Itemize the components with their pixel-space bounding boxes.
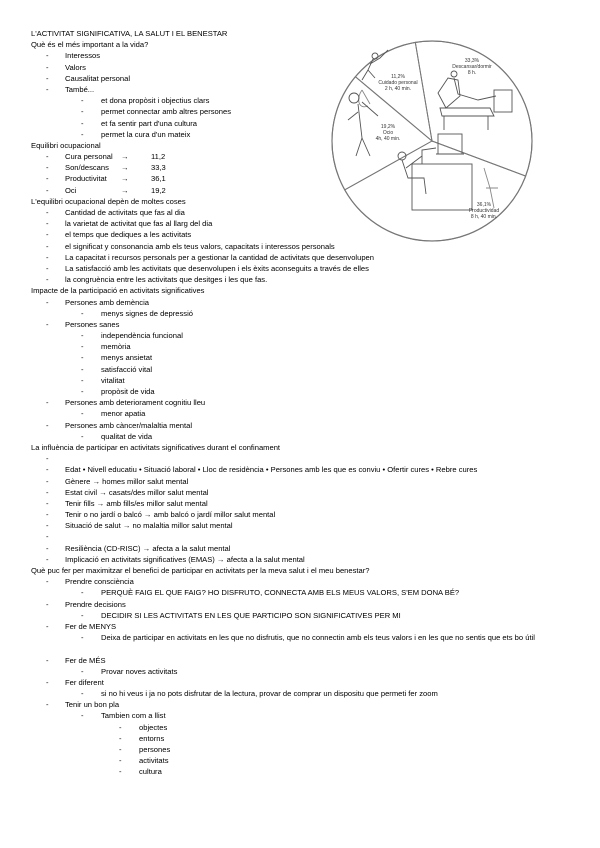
bullet-dash: - [46,208,49,217]
list-item-text: la congruència entre les activitats que desitges i les que fas. [65,275,268,285]
list-item [31,263,571,274]
list-item [31,655,571,666]
arrow-right-icon: → [121,163,129,173]
list-item-text: propòsit de vida [101,387,155,396]
list-item [31,308,571,319]
list-item-text: DECIDIR SI LES ACTIVITATS EN LES QUE PARTICIPO SON SIGNIFICATIVES PER MI [101,610,401,620]
bullet-dash: - [81,387,84,396]
list-item-text: menys ansietat [101,353,153,363]
list-item [31,688,571,699]
list-item [31,576,571,587]
bullet-dash: - [46,554,49,564]
list-item-text: el temps que dediques a les activitats [65,230,192,240]
arrow-right-icon: → [121,174,129,184]
list-item-text: Valors [65,62,86,72]
list-item [31,610,571,621]
list-item [31,621,571,632]
bullet-dash: - [46,51,49,61]
section-heading-text: L'equilibri ocupacional depèn de moltes coses [31,196,186,206]
list-item-text: Implicació en activitats significatives (EMAS) → afecta a la salut mental [65,554,305,564]
list-item-text: Tambien com a llist [101,711,166,721]
illustration-rest [438,71,512,130]
list-item-text: si no hi veus i ja no pots disfrutar de la lectura, provar de comprar un dispositu que permeti fer zoom [101,689,438,699]
list-item [31,666,571,677]
list-item-text: Cantidad de activitats que fas al dia [65,208,185,217]
list-item-text: Persones sanes [65,319,120,329]
bullet-dash: - [81,107,84,117]
section-heading-text: Què puc fer per maximitzar el benefici de participar en activitats per la meva salut i el meu benestar? [31,566,370,575]
bullet-dash: - [46,498,49,508]
list-item [31,319,571,330]
bullet-dash: - [46,185,49,195]
list-item-text: independència funcional [101,331,183,341]
list-item-text: Prendre decisions [65,599,126,609]
list-item-text: la varietat de activitat que fas al llarg del dia [65,219,213,229]
list-item [31,733,571,744]
bullet-dash: - [46,677,49,687]
section-heading [31,442,571,453]
bullet-dash: - [119,722,122,732]
pie-label-time: 2 h, 40 min. [384,86,412,92]
section-heading-text: Equilibri ocupacional [31,140,101,150]
bullet-dash: - [81,96,84,106]
pie-label-percent: 19,2% [380,124,396,130]
bullet-dash: - [46,241,49,251]
list-item [31,710,571,721]
list-item [31,677,571,688]
bullet-dash: - [46,275,49,285]
list-item-text: qualitat de vida [101,431,153,441]
list-item-text: Productivitat [65,174,107,184]
bullet-dash: - [46,297,49,307]
bullet-dash: - [46,543,49,553]
bullet-dash: - [81,689,84,699]
list-item [31,554,571,565]
pie-label-name: Descansar/dormir [452,64,492,70]
list-item-text: Tenir o no jardí o balcó → amb balcó o jardí millor salut mental [65,510,276,520]
list-item [31,722,571,733]
list-item-text: Gènere → homes millor salut mental [65,476,189,486]
bullet-dash: - [46,263,49,273]
bullet-dash: - [46,62,49,72]
bullet-dash: - [81,364,84,374]
bullet-dash: - [81,308,84,318]
pie-label-name: Ocio [382,130,394,136]
list-item-text: Causalitat personal [65,73,131,83]
list-item-text: cultura [139,767,162,777]
bullet-dash: - [46,454,49,464]
list-item-text: Persones amb càncer/malaltia mental [65,420,193,430]
list-item-text: Fer diferent [65,677,104,687]
list-item [31,252,571,263]
illustration-leisure [348,93,378,156]
list-item [31,476,571,487]
list-item-text: entorns [139,733,165,743]
list-item [31,699,571,710]
list-item-text: Provar noves activitats [101,666,178,676]
bullet-dash: - [81,129,84,139]
list-item-text: La satisfacció amb les activitats que desenvolupen i els èxits aconseguits a través de elles [65,263,369,273]
bullet-dash: - [46,230,49,240]
bullet-dash: - [46,219,49,229]
list-item [31,453,571,464]
list-item [31,487,571,498]
arrow-right-icon: → [121,185,129,195]
bullet-dash: - [81,342,84,352]
pie-slice [345,141,526,241]
bullet-dash: - [81,375,84,385]
list-item [31,632,571,654]
list-item-text: menor apatia [101,409,146,419]
list-item [31,498,571,509]
list-item [31,420,571,431]
list-item-text: el significat y consonancia amb els teus valors, capacitats i interessos personals [65,241,335,251]
balance-value: 33,3 [151,163,166,173]
section-heading-text: Impacte de la participació en activitats significatives [31,286,205,296]
list-item [31,397,571,408]
list-item [31,408,571,419]
list-item [31,520,571,531]
list-item-text: Interessos [65,51,101,61]
list-item-text: et dona propòsit i objectius clars [101,96,210,106]
list-item [31,352,571,363]
list-item [31,274,571,285]
list-item-text: Edat • Nivell educatiu • Situació laboral • Lloc de residència • Persones amb les que es conviu • Ofertir cures • Rebre cures [65,465,478,475]
pie-chart [332,41,532,241]
bullet-dash: - [46,510,49,520]
bullet-dash: - [81,711,84,721]
bullet-dash: - [46,577,49,587]
pie-label-percent: 36,1% [476,202,492,208]
bullet-dash: - [46,621,49,631]
list-item [31,341,571,352]
list-item [31,587,571,598]
pie-label-time: 4h, 40 min. [375,136,401,142]
illustration-personal-care [359,50,388,107]
list-item [31,599,571,610]
list-item-text: permet la cura d'un mateix [101,129,191,139]
list-item [31,297,571,308]
bullet-dash: - [46,700,49,710]
bullet-dash: - [81,409,84,419]
bullet-dash: - [119,756,122,766]
list-item-text: Tenir fills → amb fills/es millor salut mental [65,498,208,508]
list-item [31,755,571,766]
section-heading-text: La influència de participar en activitats significatives durant el confinament [31,442,281,452]
bullet-dash: - [81,331,84,341]
bullet-dash: - [119,733,122,743]
list-item-text: Resiliència (CD-RISC) → afecta a la salut mental [65,543,231,553]
list-item [31,431,571,442]
pie-label-time: 8 h, 40 min. [470,214,498,220]
bullet-dash: - [119,745,122,755]
pie-label-time: 8 h. [467,70,477,76]
bullet-dash: - [46,420,49,430]
pie-label-name: Productividad [468,208,500,214]
section-heading [31,565,571,576]
list-item-text: Persones amb demència [65,297,149,307]
bullet-dash: - [46,465,49,475]
bullet-dash: - [81,118,84,128]
list-item-text: satisfacció vital [101,364,153,374]
document-title: L'ACTIVITAT SIGNIFICATIVA, LA SALUT I EL BENESTAR [31,29,228,38]
list-item-text: PERQUÈ FAIG EL QUE FAIG? HO DISFRUTO, CONNECTA AMB ELS MEUS VALORS, S'EM DONA BÉ? [101,588,460,598]
list-item-text: Tenir un bon pla [65,700,120,710]
bullet-dash: - [81,431,84,441]
list-item-text: Prendre consciència [65,577,134,587]
bullet-dash: - [46,252,49,262]
bullet-dash: - [46,599,49,609]
list-item-text: objectes [139,722,168,732]
bullet-dash: - [81,666,84,676]
list-item-text: Oci [65,185,77,195]
list-item-text: Persones amb deteriorament cognitiu lleu [65,398,206,408]
pie-label-percent: 33,3% [464,58,480,64]
occupational-balance-figure [318,38,546,244]
bullet-dash: - [46,655,49,665]
list-item [31,364,571,375]
list-item-text: Fer de MENYS [65,621,117,631]
pie-labels [376,58,500,220]
section-heading [31,285,571,296]
list-item [31,744,571,755]
list-item [31,766,571,777]
list-item-text: menys signes de depressió [101,308,194,318]
bullet-dash: - [81,588,84,598]
list-item-text: et fa sentir part d'una cultura [101,118,198,128]
list-item [31,330,571,341]
list-item-text: permet connectar amb altres persones [101,107,232,117]
section-heading-text: Què és el més important a la vida? [31,40,149,50]
bullet-dash: - [81,633,84,643]
list-item-text: memòria [101,342,131,352]
list-item-text: Cura personal [65,152,113,162]
bullet-dash: - [46,163,49,173]
list-item-text: Fer de MÉS [65,655,106,665]
list-item-text: Situació de salut → no malaltia millor salut mental [65,521,233,531]
list-item [31,531,571,542]
bullet-dash: - [119,767,122,777]
bullet-dash: - [46,521,49,531]
bullet-dash: - [46,532,49,542]
list-item-text: També... [65,84,95,94]
bullet-dash: - [81,610,84,620]
arrow-right-icon: → [121,152,129,162]
balance-value: 11,2 [151,152,166,162]
list-item [31,464,571,475]
list-item-text: La capacitat i recursos personals per a gestionar la cantidad de activitats que desenvolupen [65,252,375,262]
balance-value: 19,2 [151,185,166,195]
list-item-text: Deixa de participar en activitats en les que no disfrutis, que no connectin amb els teus valors i en les que no sentis que ets bo útil [101,633,535,643]
list-item-text: vitalitat [101,375,125,385]
balance-value: 36,1 [151,174,166,184]
bullet-dash: - [46,84,49,94]
pie-label-name: Cuidado personal [378,80,418,86]
bullet-dash: - [46,487,49,497]
list-item [31,543,571,554]
list-item [31,386,571,397]
bullet-dash: - [46,398,49,408]
bullet-dash: - [46,152,49,162]
list-item-text: Son/descans [65,163,109,173]
list-item-text: Estat civil → casats/des millor salut mental [65,487,209,497]
bullet-dash: - [46,73,49,83]
list-item-text: persones [139,745,171,755]
bullet-dash: - [46,174,49,184]
list-item-text: activitats [139,756,169,766]
bullet-dash: - [81,353,84,363]
bullet-dash: - [46,476,49,486]
list-item [31,509,571,520]
list-item [31,375,571,386]
bullet-dash: - [46,319,49,329]
illustration-productivity [398,134,498,210]
pie-label-percent: 11,2% [391,74,405,80]
